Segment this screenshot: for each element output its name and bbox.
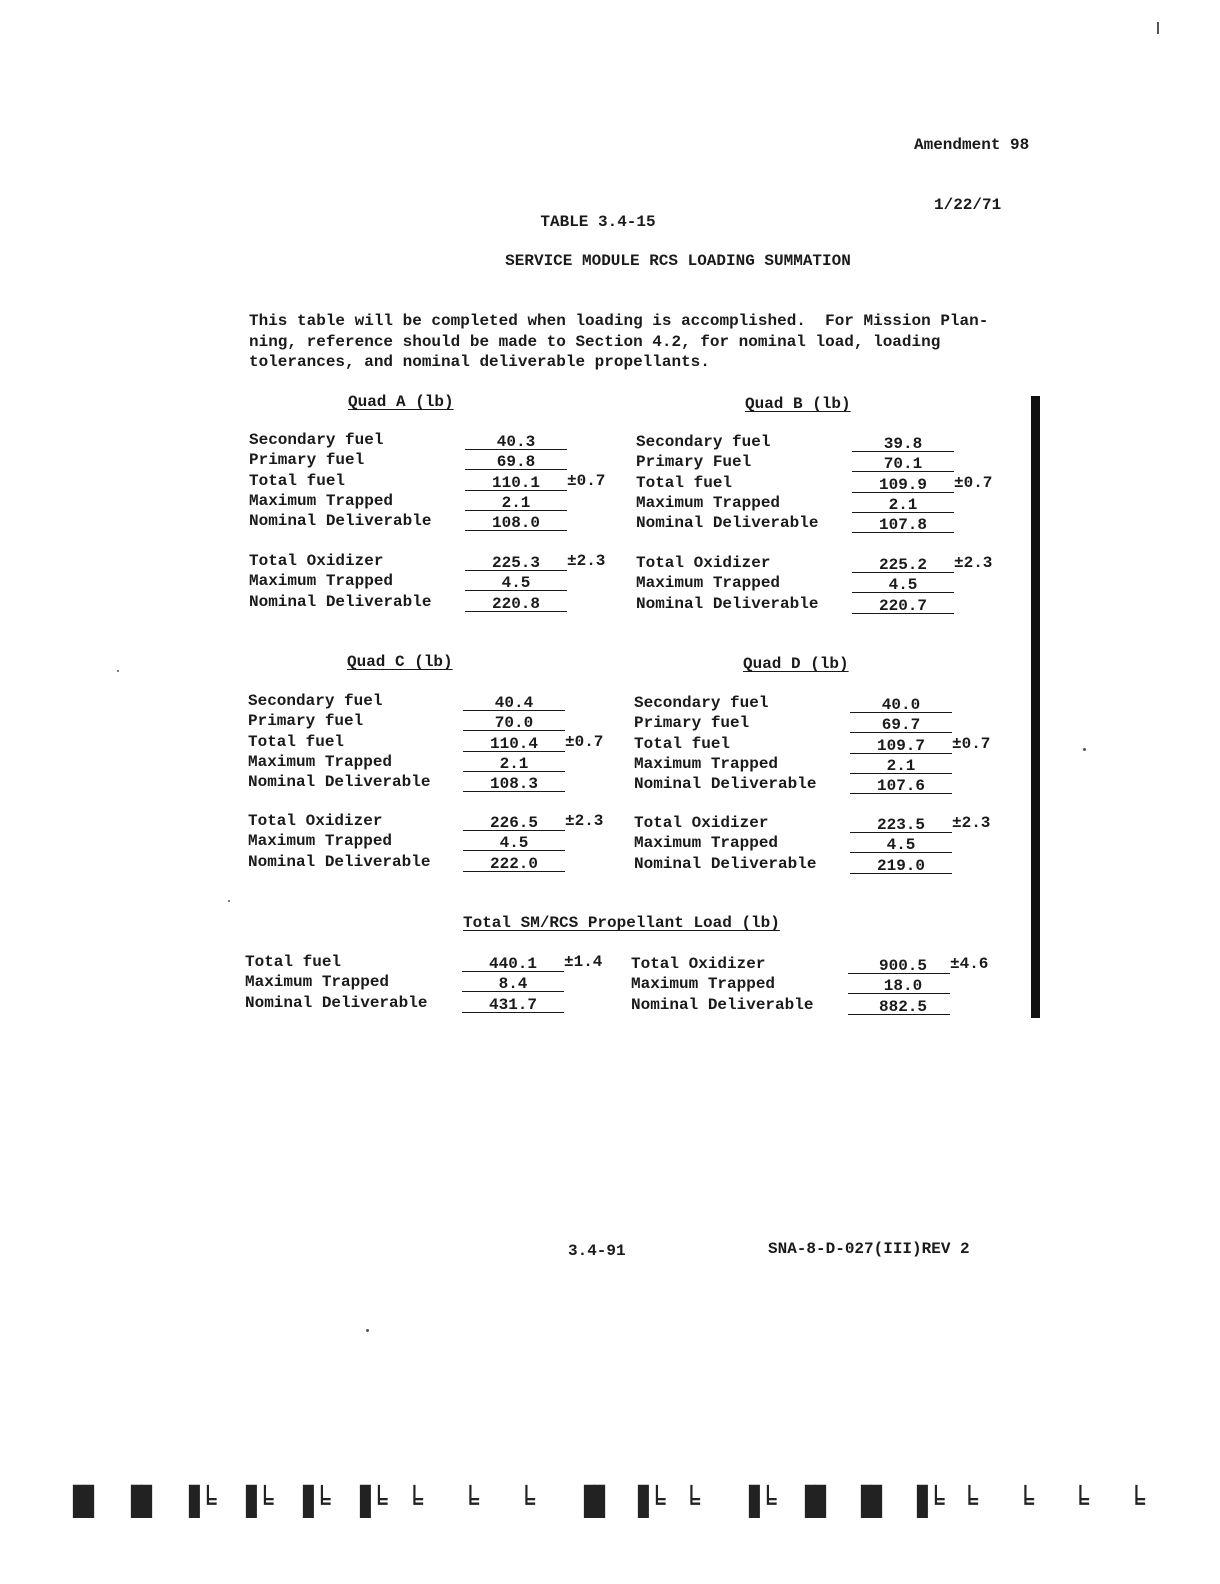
row-label: Primary Fuel <box>636 453 752 472</box>
value-field <box>852 573 954 593</box>
value-field <box>848 974 950 994</box>
value-text: 109.7 <box>876 736 925 755</box>
row-label: Total fuel <box>249 471 346 490</box>
row-label: Maximum Trapped <box>634 834 779 853</box>
value-field <box>850 833 952 853</box>
table-row-fuel <box>634 754 1012 774</box>
row-label: Nominal Deliverable <box>245 993 428 1012</box>
tolerance: ±2.3 <box>567 552 606 570</box>
row-label: Total Oxidizer <box>249 552 384 570</box>
value-field <box>848 995 950 1015</box>
value-text: 226.5 <box>489 814 538 832</box>
scan-speck <box>228 900 230 902</box>
table-row-fuel <box>248 711 625 731</box>
edge-mark: ▐▌ <box>62 1485 106 1518</box>
quad-heading: Quad B (lb) <box>745 395 851 413</box>
row-label: Secondary fuel <box>636 433 771 451</box>
tolerance: ±2.3 <box>565 812 604 830</box>
value-text: 882.5 <box>878 997 927 1016</box>
value-text: 2.1 <box>501 493 531 512</box>
value-field <box>463 772 565 792</box>
value-field <box>462 972 564 992</box>
value-text: 69.7 <box>881 716 921 735</box>
value-text: 223.5 <box>876 816 925 834</box>
row-label: Secondary fuel <box>249 431 384 449</box>
row-label: Total Oxidizer <box>636 554 771 572</box>
value-field <box>465 571 567 591</box>
edge-mark: ╘ <box>1072 1485 1089 1518</box>
value-field <box>463 852 565 872</box>
value-text: 8.4 <box>498 975 528 994</box>
edge-mark: ╘ <box>462 1485 479 1518</box>
amendment-date: 1/22/71 <box>934 196 1002 214</box>
value-field <box>850 693 952 713</box>
table-row-fuel <box>248 752 625 772</box>
row-label: Total Oxidizer <box>631 955 766 973</box>
row-label: Total fuel <box>245 953 342 971</box>
row-label: Nominal Deliverable <box>249 512 432 531</box>
value-field <box>850 774 952 794</box>
row-label: Nominal Deliverable <box>636 594 819 613</box>
value-text: 220.8 <box>491 594 540 613</box>
tolerance: ±2.3 <box>954 554 993 572</box>
table-row-fuel <box>636 473 1014 493</box>
value-field <box>850 713 952 733</box>
row-label: Total Oxidizer <box>248 812 383 830</box>
row-label: Maximum Trapped <box>636 574 781 593</box>
table-row-fuel <box>249 430 627 450</box>
value-field <box>463 691 565 711</box>
value-field <box>852 452 954 472</box>
row-label: Nominal Deliverable <box>631 995 814 1014</box>
value-field <box>463 711 565 731</box>
table-row-oxidizer <box>636 573 1014 593</box>
table-row-oxidizer <box>634 833 1012 853</box>
table-row-fuel <box>634 734 1012 754</box>
table-row-oxidizer <box>248 831 625 851</box>
value-field <box>852 473 954 493</box>
table-row-total-fuel <box>245 972 624 992</box>
value-field <box>465 551 567 571</box>
row-label: Primary fuel <box>248 712 364 731</box>
row-label: Nominal Deliverable <box>634 854 817 873</box>
value-field <box>465 430 567 450</box>
value-text: 40.3 <box>496 433 536 451</box>
table-row-oxidizer <box>636 553 1014 573</box>
table-row-total-fuel <box>245 952 624 972</box>
value-text: 2.1 <box>888 495 918 514</box>
value-field <box>850 813 952 833</box>
edge-marks-strip <box>0 1485 1220 1521</box>
amendment-label: Amendment 98 <box>914 136 1030 154</box>
table-row-fuel <box>249 491 627 511</box>
value-text: 109.9 <box>878 475 927 494</box>
edge-mark: ▐╘ <box>292 1485 331 1518</box>
table-row-fuel <box>249 450 627 470</box>
row-label: Total fuel <box>634 734 731 753</box>
value-field <box>462 993 564 1013</box>
row-label: Maximum Trapped <box>636 493 781 512</box>
table-row-oxidizer <box>636 594 1014 614</box>
row-label: Maximum Trapped <box>249 491 394 510</box>
row-label: Secondary fuel <box>634 694 769 712</box>
edge-mark: ▐╘ <box>906 1485 945 1518</box>
value-field <box>465 471 567 491</box>
row-label: Secondary fuel <box>248 692 383 710</box>
value-text: 4.5 <box>886 836 916 855</box>
tolerance: ±0.7 <box>952 734 991 753</box>
table-row-total-oxidizer <box>631 974 1010 994</box>
value-text: 110.1 <box>491 473 540 492</box>
tolerance: ±4.6 <box>950 955 989 973</box>
value-text: 225.2 <box>878 556 927 574</box>
intro-line: tolerances, and nominal deliverable propellants. <box>249 353 710 371</box>
intro-paragraph <box>249 311 1029 373</box>
row-label: Maximum Trapped <box>248 752 393 771</box>
table-row-oxidizer <box>249 551 627 571</box>
page-number: 3.4-91 <box>568 1242 626 1260</box>
table-row-fuel <box>636 513 1014 533</box>
quad-heading: Quad C (lb) <box>347 653 453 671</box>
value-text: 900.5 <box>878 957 927 975</box>
table-title: SERVICE MODULE RCS LOADING SUMMATION <box>505 252 851 270</box>
row-label: Maximum Trapped <box>249 572 394 591</box>
edge-mark: ▐▌ <box>120 1485 164 1518</box>
value-field <box>465 450 567 470</box>
table-row-fuel <box>636 493 1014 513</box>
quad-heading: Quad D (lb) <box>743 655 849 673</box>
table-row-fuel <box>634 713 1012 733</box>
table-row-oxidizer <box>248 811 625 831</box>
table-row-fuel <box>634 693 1012 713</box>
table-row-fuel <box>636 452 1014 472</box>
intro-line: This table will be completed when loading is accomplished. For Mission Plan- <box>249 312 989 330</box>
row-label: Maximum Trapped <box>634 754 779 773</box>
value-text: 2.1 <box>499 754 529 773</box>
value-field <box>462 952 564 972</box>
edge-mark: ╘ <box>518 1485 535 1518</box>
tolerance: ±0.7 <box>954 473 993 492</box>
table-row-oxidizer <box>634 854 1012 874</box>
table-row-fuel <box>248 732 625 752</box>
edge-mark: ▐▌ <box>794 1485 838 1518</box>
value-text: 69.8 <box>496 453 536 472</box>
row-label: Maximum Trapped <box>248 832 393 851</box>
scan-speck <box>117 670 119 672</box>
table-row-fuel <box>249 511 627 531</box>
value-text: 108.3 <box>489 775 538 794</box>
table-row-oxidizer <box>634 813 1012 833</box>
value-field <box>852 594 954 614</box>
value-text: 70.0 <box>494 714 534 733</box>
edge-mark: ╘ <box>1128 1485 1145 1518</box>
table-row-oxidizer <box>248 852 625 872</box>
table-number: TABLE 3.4-15 <box>540 213 656 231</box>
value-text: 70.1 <box>883 455 923 474</box>
table-row-fuel <box>634 774 1012 794</box>
edge-mark: ▐╘ <box>235 1485 274 1518</box>
value-text: 40.4 <box>494 694 534 712</box>
value-text: 220.7 <box>878 596 927 615</box>
row-label: Nominal Deliverable <box>634 775 817 794</box>
value-field <box>850 734 952 754</box>
total-heading: Total SM/RCS Propellant Load (lb) <box>463 914 780 932</box>
value-text: 110.4 <box>489 734 538 753</box>
edge-mark: ╘ <box>406 1485 423 1518</box>
value-field <box>463 811 565 831</box>
table-row-fuel <box>248 772 625 792</box>
edge-mark: ╘ <box>961 1485 978 1518</box>
row-label: Nominal Deliverable <box>249 592 432 611</box>
tolerance: ±0.7 <box>565 732 604 751</box>
value-field <box>848 954 950 974</box>
row-label: Maximum Trapped <box>631 975 776 994</box>
value-field <box>463 831 565 851</box>
value-text: 440.1 <box>488 955 537 973</box>
value-field <box>850 754 952 774</box>
row-label: Maximum Trapped <box>245 973 390 992</box>
edge-mark: ╘ <box>1017 1485 1034 1518</box>
edge-mark: ▐▌ <box>573 1485 617 1518</box>
value-field <box>463 732 565 752</box>
value-text: 107.8 <box>878 516 927 535</box>
value-text: 107.6 <box>876 777 925 796</box>
value-text: 219.0 <box>876 856 925 875</box>
scan-speck <box>1157 22 1159 34</box>
value-text: 108.0 <box>491 514 540 533</box>
quad-heading: Quad A (lb) <box>348 393 454 411</box>
tolerance: ±0.7 <box>567 471 606 490</box>
value-field <box>852 493 954 513</box>
edge-mark: ▐╘ <box>349 1485 388 1518</box>
value-field <box>852 553 954 573</box>
table-row-total-fuel <box>245 993 624 1013</box>
value-text: 2.1 <box>886 756 916 775</box>
edge-mark: ▐╘ <box>178 1485 217 1518</box>
value-text: 431.7 <box>488 995 537 1014</box>
value-text: 4.5 <box>888 576 918 595</box>
intro-line: ning, reference should be made to Section 4.2, for nominal load, loading <box>249 332 941 351</box>
value-field <box>465 491 567 511</box>
row-label: Total fuel <box>636 473 733 492</box>
value-field <box>465 511 567 531</box>
tolerance: ±2.3 <box>952 814 991 832</box>
table-row-fuel <box>249 471 627 491</box>
table-row-fuel <box>248 691 625 711</box>
scan-speck <box>366 1329 369 1332</box>
document-id: SNA-8-D-027(III)REV 2 <box>768 1240 970 1258</box>
value-field <box>852 432 954 452</box>
value-text: 40.0 <box>881 696 921 714</box>
table-row-oxidizer <box>249 592 627 612</box>
table-row-total-oxidizer <box>631 954 1010 974</box>
row-label: Nominal Deliverable <box>636 514 819 533</box>
row-label: Total Oxidizer <box>634 814 769 832</box>
edge-mark: ╘ <box>683 1485 700 1518</box>
edge-mark: ▐▌ <box>850 1485 894 1518</box>
value-text: 18.0 <box>883 977 923 996</box>
table-row-total-oxidizer <box>631 995 1010 1015</box>
row-label: Primary fuel <box>634 714 750 733</box>
edge-mark: ▐╘ <box>627 1485 666 1518</box>
row-label: Nominal Deliverable <box>248 852 431 871</box>
value-text: 225.3 <box>491 554 540 572</box>
table-row-fuel <box>636 432 1014 452</box>
row-label: Total fuel <box>248 732 345 751</box>
value-text: 4.5 <box>499 834 529 853</box>
value-text: 4.5 <box>501 574 531 593</box>
row-label: Primary fuel <box>249 451 365 470</box>
row-label: Nominal Deliverable <box>248 773 431 792</box>
edge-mark: ▐╘ <box>738 1485 777 1518</box>
tolerance: ±1.4 <box>564 953 603 971</box>
value-text: 222.0 <box>489 854 538 873</box>
table-row-oxidizer <box>249 571 627 591</box>
revision-bar <box>1031 396 1040 1018</box>
value-text: 39.8 <box>883 435 923 453</box>
scan-speck <box>1083 748 1086 751</box>
value-field <box>463 752 565 772</box>
value-field <box>465 592 567 612</box>
value-field <box>852 513 954 533</box>
value-field <box>850 854 952 874</box>
